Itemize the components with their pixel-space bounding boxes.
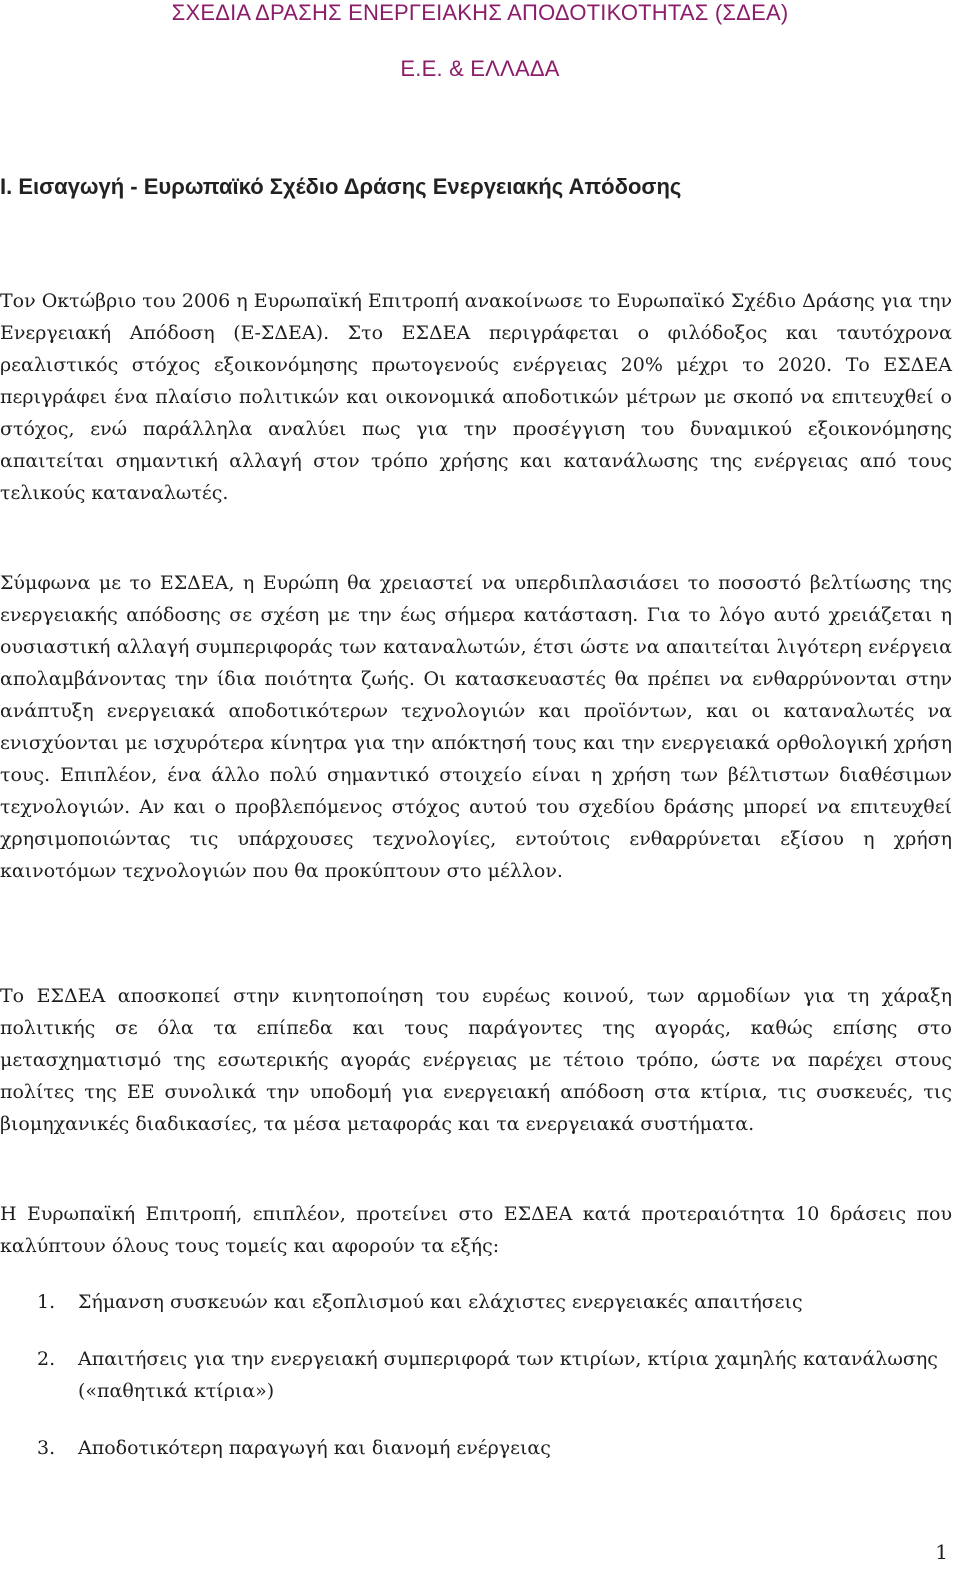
section-heading: I. Εισαγωγή - Ευρωπαϊκό Σχέδιο Δράσης Ενεργειακής Απόδοσης bbox=[0, 174, 682, 199]
list-item bbox=[0, 1432, 952, 1464]
list-item-text: Σήμανση συσκευών και εξοπλισμού και ελάχιστες ενεργειακές απαιτήσεις bbox=[78, 1291, 803, 1313]
list-item bbox=[0, 1343, 952, 1407]
list-item bbox=[0, 1286, 952, 1318]
paragraph-4: Η Ευρωπαϊκή Επιτροπή, επιπλέον, προτείνει στο ΕΣΔΕΑ κατά προτεραιότητα 10 δράσεις που καλύπτουν όλους τους τομείς και αφορούν τα εξής: bbox=[0, 1203, 952, 1257]
list-item-text: Απαιτήσεις για την ενεργειακή συμπεριφορά των κτιρίων, κτίρια χαμηλής κατανάλωσης («παθητικά κτίρια») bbox=[78, 1348, 938, 1402]
document-subtitle: Ε.Ε. & ΕΛΛΑΔΑ bbox=[400, 56, 560, 81]
list-item-number: 1. bbox=[37, 1291, 56, 1313]
paragraph-3: Το ΕΣΔΕΑ αποσκοπεί στην κινητοποίηση του ευρέως κοινού, των αρμοδίων για τη χάραξη πολιτικής σε όλα τα επίπεδα και τους παράγοντες της αγοράς, καθώς επίσης στο μετασχηματισμό της εσωτερικής αγοράς ενέργειας με τέτοιο τρόπο, ώστε να παρέχει στους πολίτες της ΕΕ συνολικά την υποδομή για ενεργειακή απόδοση στα κτίρια, τις συσκευές, τις βιομηχανικές διαδικασίες, τα μέσα μεταφοράς και τα ενεργειακά συστήματα. bbox=[0, 985, 952, 1135]
paragraph-2: Σύμφωνα με το ΕΣΔΕΑ, η Ευρώπη θα χρειαστεί να υπερδιπλασιάσει το ποσοστό βελτίωσης της ενεργειακής απόδοσης σε σχέση με την έως σήμερα κατάσταση. Για το λόγο αυτό χρειάζεται η ουσιαστική αλλαγή συμπεριφοράς των καταναλωτών, έτσι ώστε να απαιτείται λιγότερη ενέργεια απολαμβάνοντας την ίδια ποιότητα ζωής. Οι κατασκευαστές θα πρέπει να ενθαρρύνονται στην ανάπτυξη ενεργειακά αποδοτικότερων τεχνολογιών και προϊόντων, και οι καταναλωτές να ενισχύονται με ισχυρότερα κίνητρα για την απόκτησή τους και την ενεργειακά ορθολογική χρήση τους. Επιπλέον, ένα άλλο πολύ σημαντικό στοιχείο είναι η χρήση των βέλτιστων διαθέσιμων τεχνολογιών. Αν και ο προβλεπόμενος στόχος αυτού του σχεδίου δράσης μπορεί να επιτευχθεί χρησιμοποιώντας τις υπάρχουσες τεχνολογίες, εντούτοις ενθαρρύνεται εξίσου η χρήση καινοτόμων τεχνολογιών που θα προκύπτουν στο μέλλον. bbox=[0, 572, 952, 882]
page-number: 1 bbox=[935, 1540, 948, 1564]
document-title: ΣΧΕΔΙΑ ΔΡΑΣΗΣ ΕΝΕΡΓΕΙΑΚΗΣ ΑΠΟΔΟΤΙΚΟΤΗΤΑΣ (ΣΔΕΑ) bbox=[171, 0, 789, 25]
actions-list bbox=[0, 1286, 952, 1489]
list-item-number: 3. bbox=[37, 1437, 56, 1459]
list-item-text: Αποδοτικότερη παραγωγή και διανομή ενέργειας bbox=[78, 1437, 551, 1459]
list-item-number: 2. bbox=[37, 1348, 56, 1370]
paragraph-1: Τον Οκτώβριο του 2006 η Ευρωπαϊκή Επιτροπή ανακοίνωσε το Ευρωπαϊκό Σχέδιο Δράσης για την Ενεργειακή Απόδοση (Ε-ΣΔΕΑ). Στο ΕΣΔΕΑ περιγράφεται ο φιλόδοξος και ταυτόχρονα ρεαλιστικός στόχος εξοικονόμησης πρωτογενούς ενέργειας 20% μέχρι το 2020. Το ΕΣΔΕΑ περιγράφει ένα πλαίσιο πολιτικών και οικονομικά αποδοτικών μέτρων με σκοπό να επιτευχθεί ο στόχος, ενώ παράλληλα αναλύει πως για την προσέγγιση του δυναμικού εξοικονόμησης απαιτείται σημαντική αλλαγή στον τρόπο χρήσης και κατανάλωσης της ενέργειας από τους τελικούς καταναλωτές. bbox=[0, 290, 952, 504]
